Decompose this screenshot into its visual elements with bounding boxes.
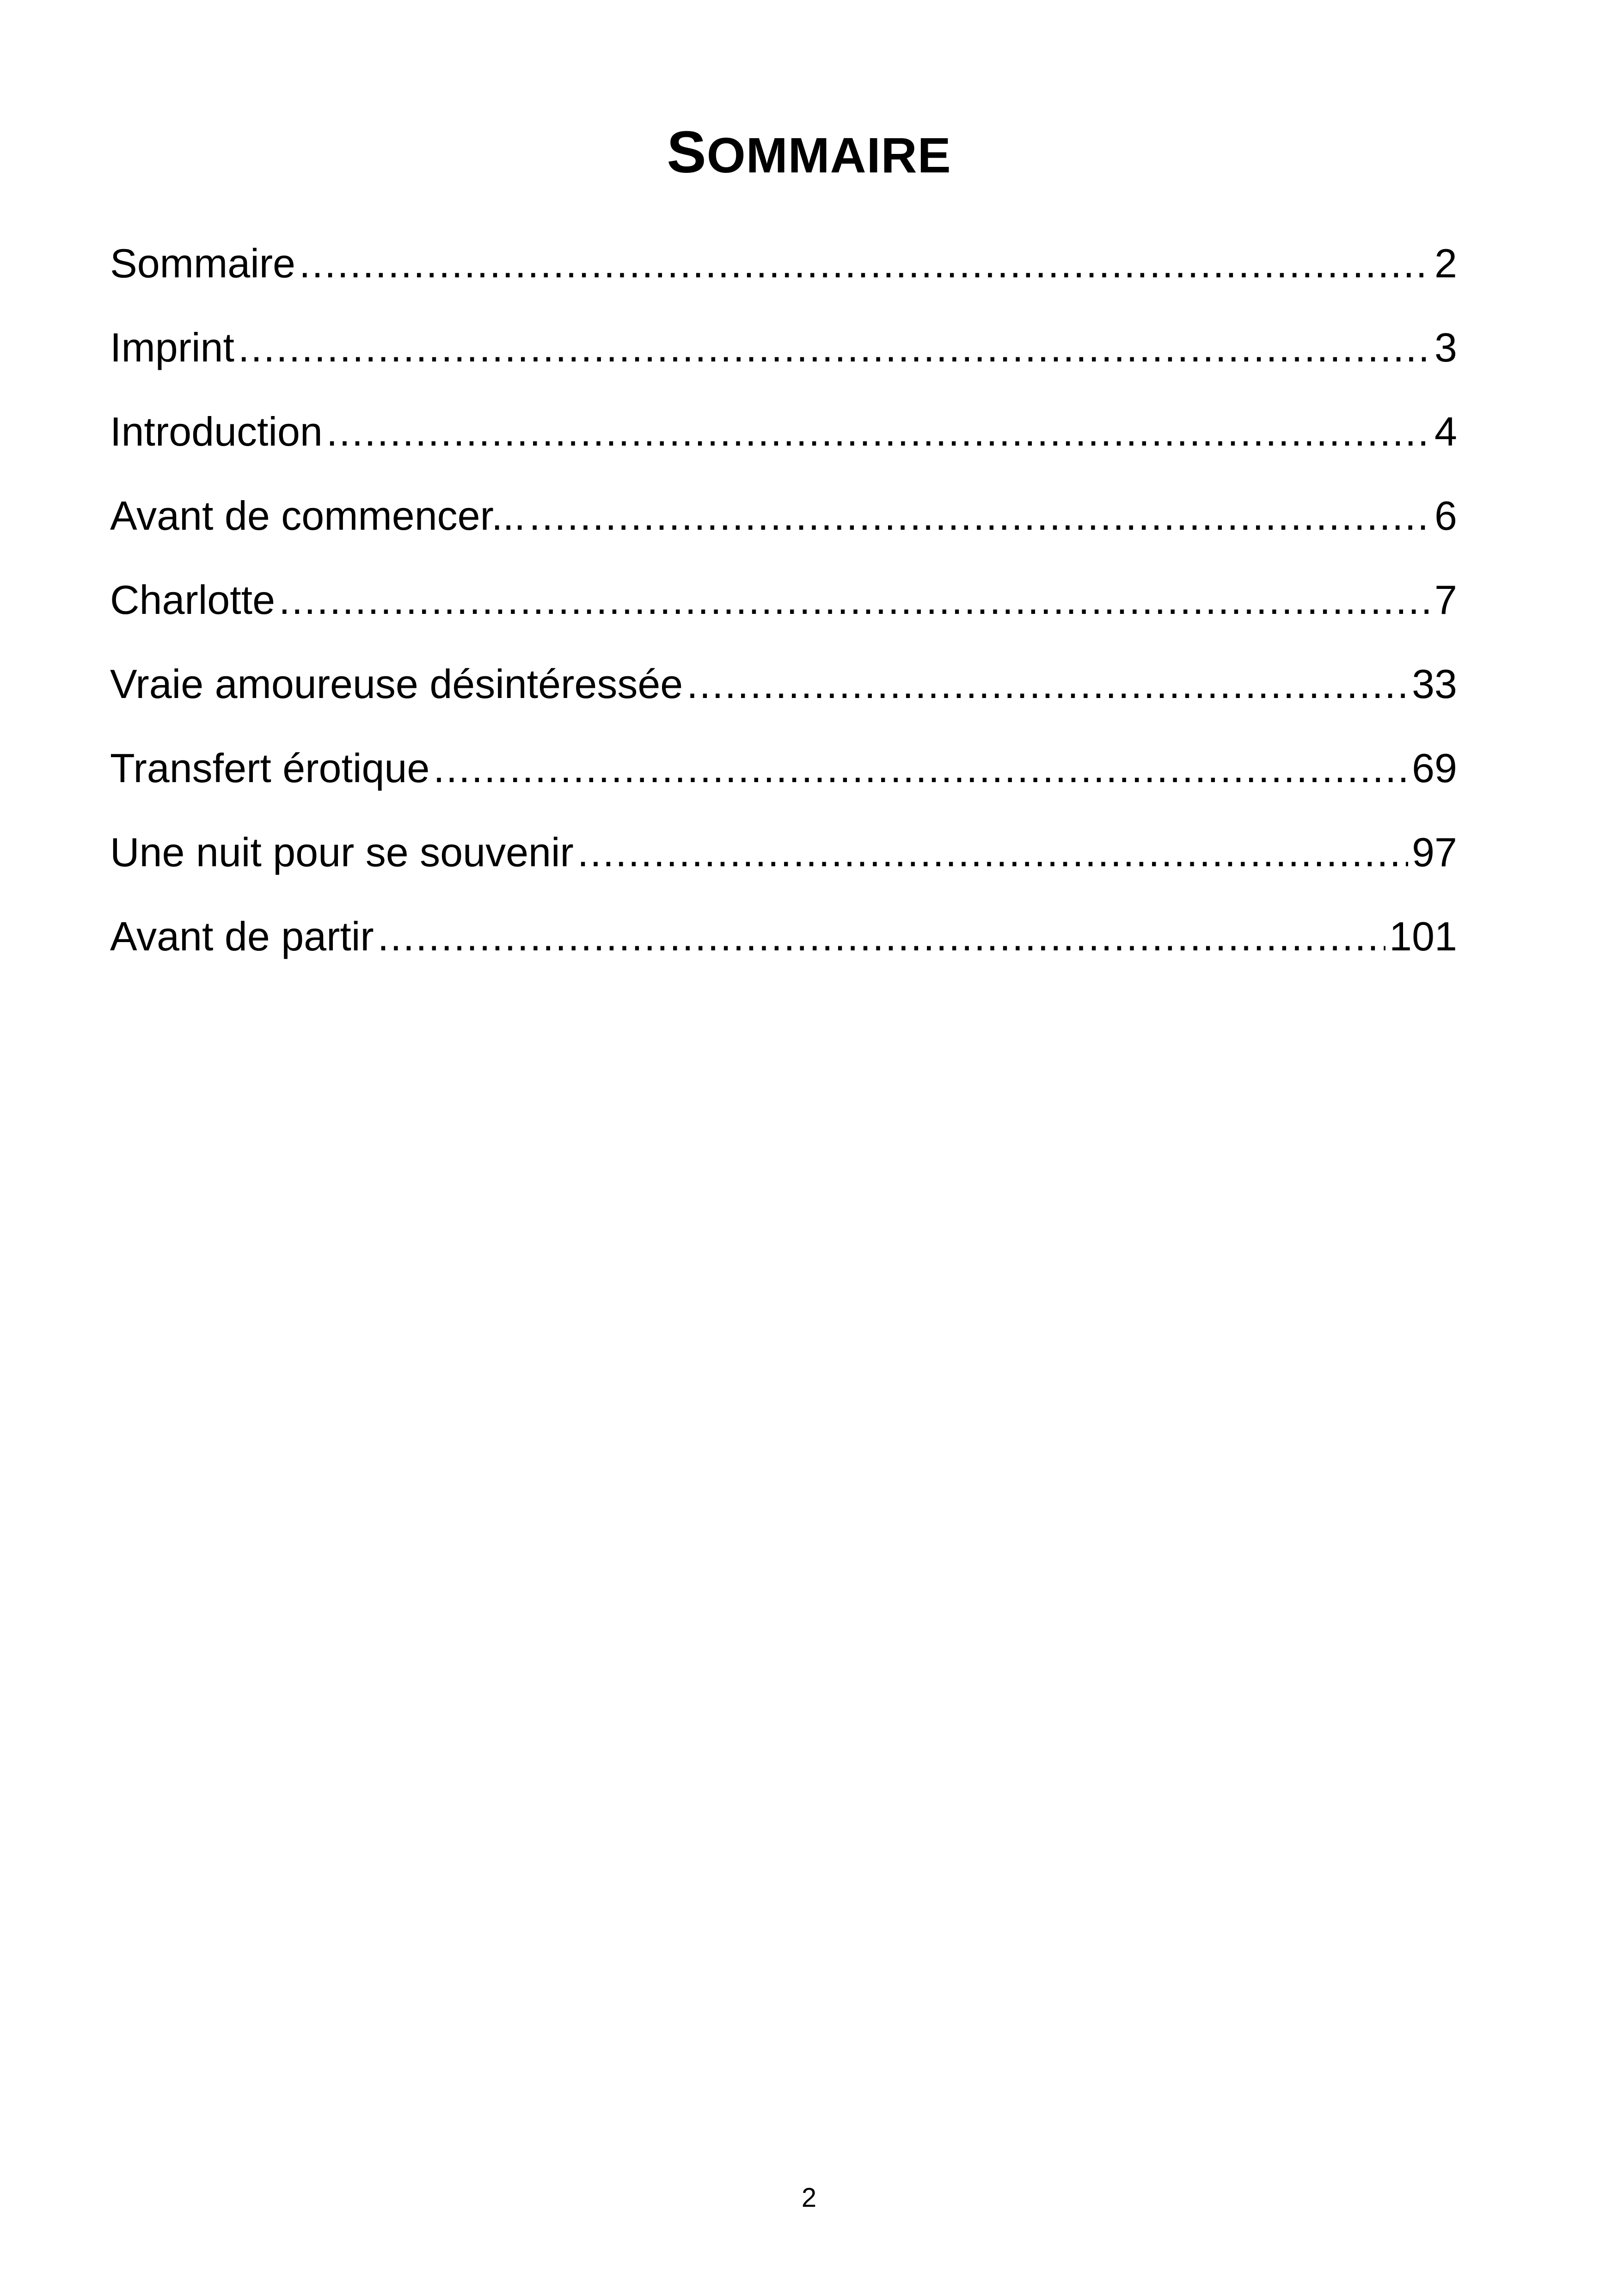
toc-entry-page: 6 (1434, 493, 1457, 539)
toc-dot-leader (433, 738, 1408, 798)
toc-dot-leader (378, 906, 1385, 967)
toc-entry-page: 2 (1434, 240, 1457, 286)
toc-entry-imprint[interactable] (110, 318, 1457, 402)
toc-entry-page: 69 (1412, 745, 1457, 791)
toc-entry-title: Sommaire (110, 240, 295, 286)
toc-entry-title: Charlotte (110, 577, 276, 623)
toc-entry-vraie-amoureuse[interactable] (110, 654, 1457, 738)
toc-entry-avant-de-commencer[interactable] (110, 486, 1457, 570)
toc-entry-page: 101 (1389, 913, 1457, 959)
toc-entry-title: Une nuit pour se souvenir (110, 829, 574, 875)
toc-entry-page: 3 (1434, 325, 1457, 370)
table-of-contents (110, 233, 1457, 991)
toc-dot-leader (577, 822, 1408, 882)
toc-dot-leader (299, 233, 1431, 294)
toc-entry-title: Avant de commencer... (110, 493, 526, 539)
toc-entry-transfert-erotique[interactable] (110, 738, 1457, 822)
toc-dot-leader (279, 570, 1431, 630)
toc-entry-page: 97 (1412, 829, 1457, 875)
toc-entry-avant-de-partir[interactable] (110, 906, 1457, 991)
toc-dot-leader (326, 402, 1431, 462)
toc-entry-une-nuit[interactable] (110, 822, 1457, 906)
toc-entry-page: 7 (1434, 577, 1457, 623)
toc-dot-leader (529, 486, 1431, 546)
page-title (0, 118, 1618, 190)
toc-entry-title: Introduction (110, 409, 323, 454)
toc-dot-leader (238, 318, 1431, 378)
toc-dot-leader (686, 654, 1408, 714)
toc-entry-title: Imprint (110, 325, 234, 370)
toc-entry-charlotte[interactable] (110, 570, 1457, 654)
toc-entry-title: Avant de partir (110, 913, 374, 959)
page-title-rest: OMMAIRE (706, 127, 951, 183)
toc-entry-sommaire[interactable] (110, 233, 1457, 318)
page-title-initial: S (667, 119, 707, 185)
toc-entry-title: Transfert érotique (110, 745, 430, 791)
toc-entry-page: 4 (1434, 409, 1457, 454)
toc-entry-title: Vraie amoureuse désintéressée (110, 661, 683, 707)
toc-entry-introduction[interactable] (110, 402, 1457, 486)
toc-entry-page: 33 (1412, 661, 1457, 707)
page-number: 2 (801, 2183, 817, 2213)
